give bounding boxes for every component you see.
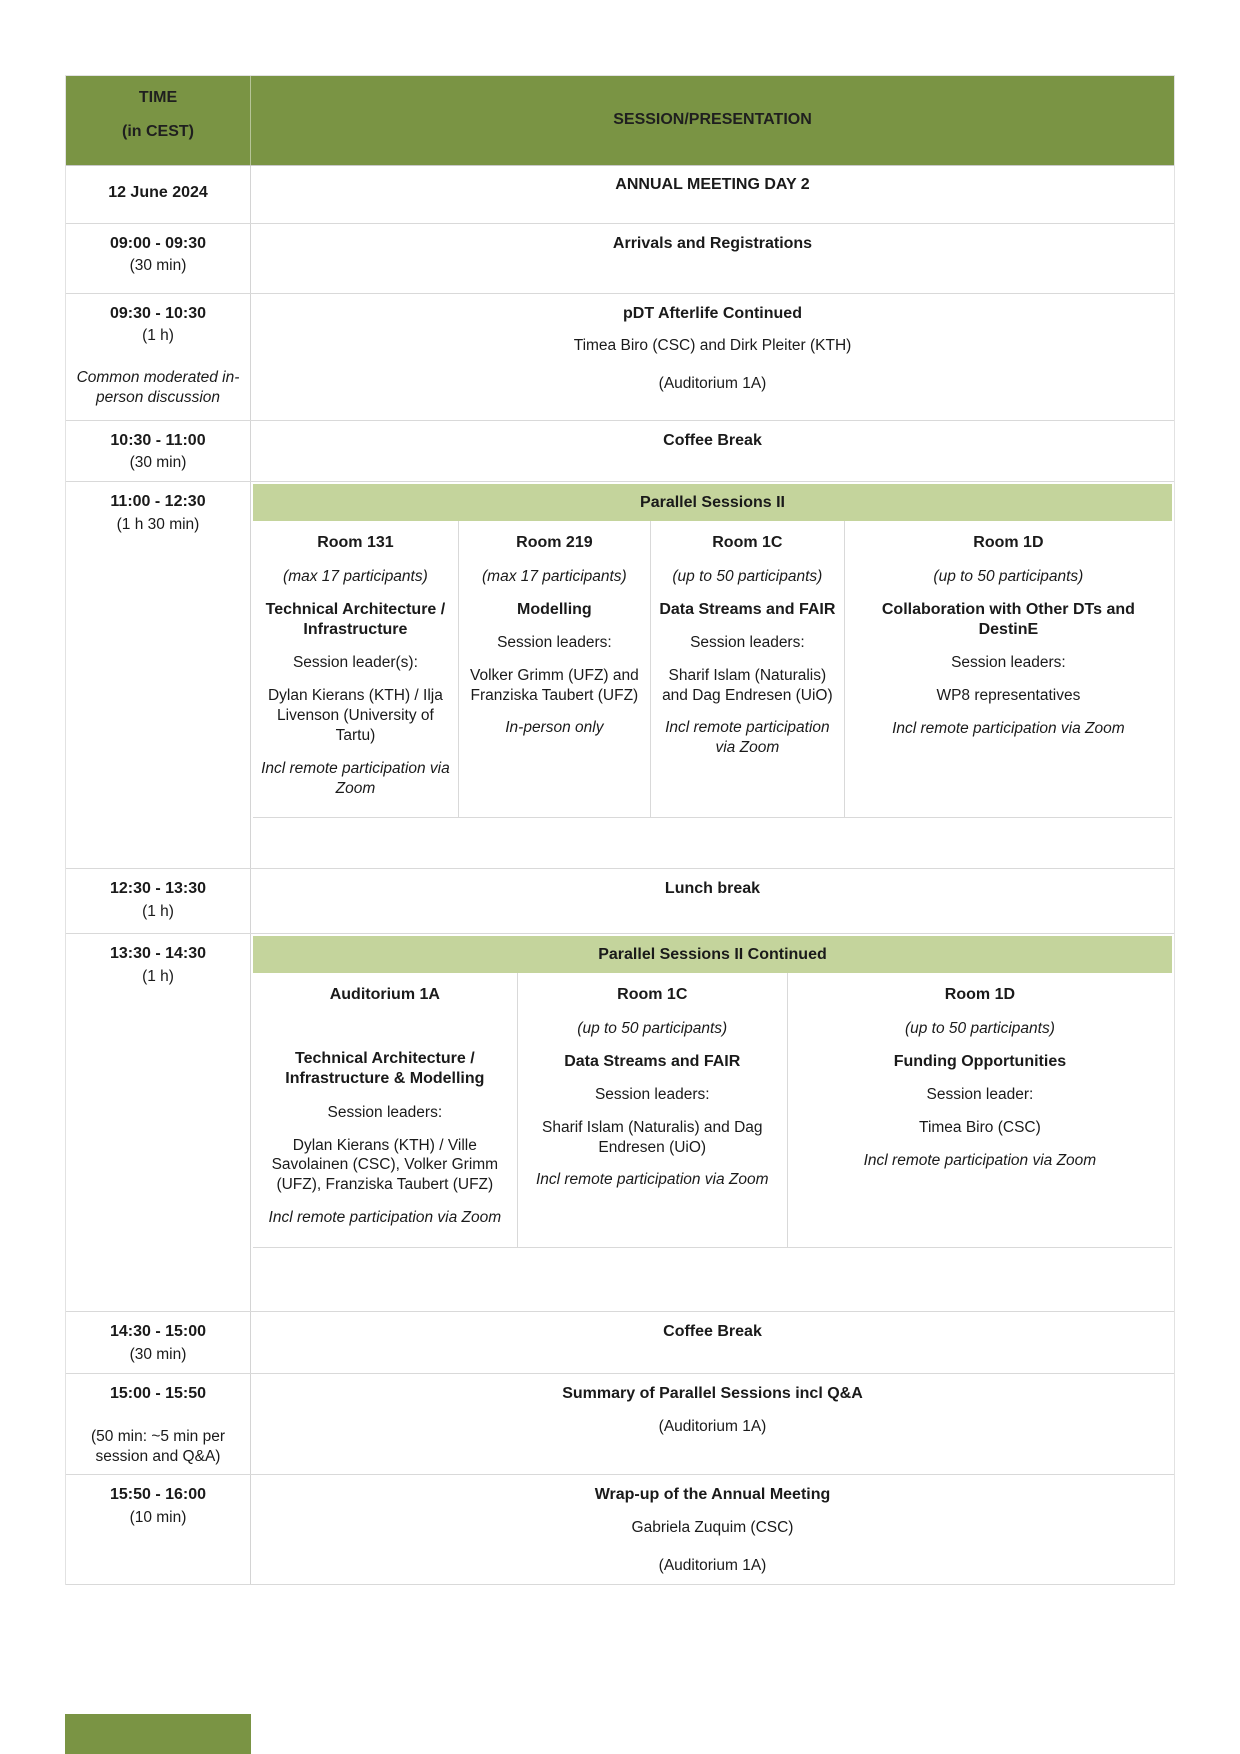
parallel2-duration: (1 h) [142,967,174,985]
lunch-session-cell [251,869,1174,933]
arrivals-time-cell [66,224,251,293]
wrapup-session-cell [251,1475,1174,1584]
day-title: ANNUAL MEETING DAY 2 [615,175,810,193]
coffee2-time-cell [66,1312,251,1373]
room-capacity: (up to 50 participants) [933,567,1084,585]
summary-title: Summary of Parallel Sessions incl Q&A [562,1385,863,1403]
pdt-time-cell [66,294,251,420]
room-capacity: (up to 50 participants) [672,567,823,585]
participation-mode: Incl remote participation via Zoom [535,1171,769,1189]
session-topic: Collaboration with Other DTs and DestinE [881,600,1135,638]
parallel1-subgrid [253,521,1172,818]
session-topic: Data Streams and FAIR [564,1052,741,1070]
leaders-label: Session leaders: [327,1103,443,1121]
coffee2-time: 14:30 - 15:00 [109,1323,207,1341]
day-date: 12 June 2024 [108,183,208,201]
pdt-location: (Auditorium 1A) [658,375,767,393]
parallel2-room1c-cell [518,973,788,1248]
time-header-line1: TIME [138,89,178,106]
room-capacity: (up to 50 participants) [904,1019,1055,1037]
coffee2-duration: (30 min) [129,1345,187,1363]
leaders-label: Session leader(s): [292,654,418,672]
participation-mode: Incl remote participation via Zoom [261,759,450,797]
pdt-title: pDT Afterlife Continued [623,304,802,322]
parallel2-room1d-cell [788,973,1172,1248]
parallel1-time: 11:00 - 12:30 [110,493,206,511]
pdt-speakers: Timea Biro (CSC) and Dirk Pleiter (KTH) [573,337,852,355]
parallel1-room219-cell [459,521,651,818]
session-header-label: SESSION/PRESENTATION [613,111,812,129]
coffee2-title: Coffee Break [663,1323,762,1341]
parallel1-duration: (1 h 30 min) [116,515,200,533]
parallel2-subgrid [253,973,1172,1248]
parallel1-room131-cell [253,521,459,818]
lunch-time-cell [66,869,251,933]
coffee1-duration: (30 min) [129,454,187,472]
lunch-title: Lunch break [664,880,761,898]
room-capacity [261,1019,509,1036]
coffee1-time: 10:30 - 11:00 [110,431,206,449]
session-topic: Funding Opportunities [893,1052,1067,1070]
leaders: Dylan Kierans (KTH) / Ilja Livenson (University of Tartu) [267,687,443,744]
participation-mode: In-person only [505,719,604,737]
arrivals-session-cell [251,224,1174,293]
day-session-cell [251,166,1174,223]
leaders: Volker Grimm (UFZ) and Franziska Taubert (UFZ) [469,666,639,704]
room-name: Room 1D [973,534,1044,552]
room-name: Auditorium 1A [329,986,440,1004]
session-topic: Technical Architecture / Infrastructure [265,600,446,638]
wrapup-location: (Auditorium 1A) [658,1556,767,1574]
summary-location: (Auditorium 1A) [658,1417,767,1435]
arrivals-time: 09:00 - 09:30 [109,234,207,252]
lunch-duration: (1 h) [142,902,174,920]
row-parallel-sessions-2-continued [66,934,1174,1312]
arrivals-title: Arrivals and Registrations [612,234,813,252]
parallel1-time-cell [66,482,251,868]
time-header-cell [66,76,251,165]
pdt-session-cell [251,294,1174,420]
room-capacity: (max 17 participants) [283,567,428,585]
row-day [66,166,1174,224]
summary-session-cell [251,1374,1174,1474]
row-wrapup [66,1475,1174,1585]
participation-mode: Incl remote participation via Zoom [268,1209,502,1226]
leaders-label: Session leaders: [497,634,612,651]
participation-mode: Incl remote participation via Zoom [863,1151,1097,1169]
coffee2-session-cell [251,1312,1174,1373]
leaders-label: Session leaders: [690,634,805,651]
session-header-cell [251,76,1174,165]
row-pdt-afterlife [66,294,1174,421]
room-name: Room 1D [944,986,1016,1004]
pdt-time-note: Common moderated in-person discussion [76,369,240,407]
room-name: Room 1C [712,534,783,552]
row-parallel-sessions-2 [66,482,1174,869]
parallel2-banner: Parallel Sessions II Continued [253,936,1172,973]
parallel1-room1c-cell [651,521,845,818]
parallel2-auditorium1a-cell [253,973,518,1248]
coffee1-title: Coffee Break [663,431,762,449]
leaders: Sharif Islam (Naturalis) and Dag Endresen (UiO) [541,1118,763,1156]
wrapup-duration: (10 min) [129,1508,187,1526]
participation-mode: Incl remote participation via Zoom [892,720,1125,738]
room-capacity: (max 17 participants) [482,567,627,585]
summary-time-cell [66,1374,251,1474]
row-coffee-break-1 [66,421,1174,482]
coffee1-session-cell [251,421,1174,481]
lunch-time: 12:30 - 13:30 [109,880,207,898]
row-arrivals [66,224,1174,294]
arrivals-duration: (30 min) [129,257,187,275]
row-lunch-break [66,869,1174,934]
parallel2-time-cell [66,934,251,1311]
day-time-cell [66,166,251,223]
parallel1-banner: Parallel Sessions II [253,484,1172,521]
leaders: Timea Biro (CSC) [919,1118,1041,1136]
leaders-label: Session leaders: [594,1086,710,1103]
parallel1-room1d-cell [845,521,1172,818]
time-header-line2: (in CEST) [122,123,194,141]
room-name: Room 131 [317,534,394,552]
wrapup-title: Wrap-up of the Annual Meeting [594,1486,831,1504]
pdt-duration: (1 h) [142,327,174,345]
parallel2-time: 13:30 - 14:30 [109,945,207,963]
coffee1-time-cell [66,421,251,481]
room-capacity: (up to 50 participants) [577,1019,728,1037]
session-topic: Modelling [517,600,592,618]
session-topic: Technical Architecture / Infrastructure & Modelling [285,1049,485,1088]
parallel1-session-cell [251,482,1174,868]
room-name: Room 219 [516,534,593,552]
leaders-label: Session leaders: [951,654,1066,672]
leaders-label: Session leader: [926,1086,1034,1103]
wrapup-speaker: Gabriela Zuquim (CSC) [631,1518,794,1536]
summary-time: 15:00 - 15:50 [109,1385,207,1403]
leaders: WP8 representatives [936,687,1081,705]
wrapup-time-cell [66,1475,251,1584]
leaders: Sharif Islam (Naturalis) and Dag Endresen (UiO) [662,666,833,704]
next-page-table-fragment [65,1714,251,1754]
table-header-row [66,76,1174,166]
session-topic: Data Streams and FAIR [659,600,836,618]
room-name: Room 1C [617,986,688,1004]
row-coffee-break-2 [66,1312,1174,1374]
leaders: Dylan Kierans (KTH) / Ville Savolainen (CSC), Volker Grimm (UFZ), Franziska Taubert (UFZ) [271,1136,499,1194]
participation-mode: Incl remote participation via Zoom [665,719,830,757]
parallel2-session-cell [251,934,1174,1311]
agenda-table [65,75,1175,1585]
summary-duration: (50 min: ~5 min per session and Q&A) [91,1427,225,1465]
wrapup-time: 15:50 - 16:00 [109,1486,207,1504]
row-summary [66,1374,1174,1475]
pdt-time: 09:30 - 10:30 [109,304,207,322]
